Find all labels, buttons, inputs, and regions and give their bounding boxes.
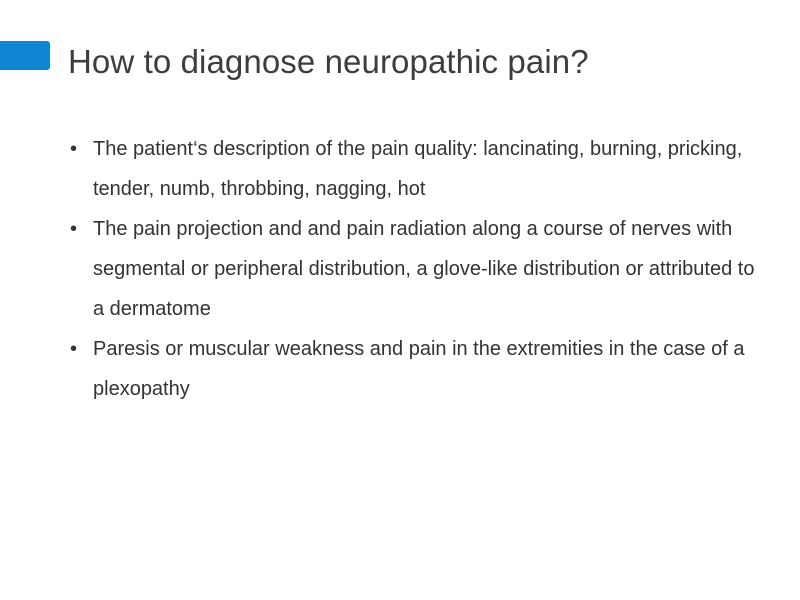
bullet-item <box>68 329 758 409</box>
bullet-text: The patient‘s description of the pain quality: lancinating, burning, pricking, tender, numb, throbbing, nagging, hot <box>93 138 743 200</box>
bullet-list <box>68 129 758 409</box>
bullet-icon: • <box>70 338 78 360</box>
bullet-text: Paresis or muscular weakness and pain in the extremities in the case of a plexopathy <box>93 338 745 400</box>
bullet-item <box>68 129 758 209</box>
bullet-icon: • <box>70 138 78 160</box>
bullet-item <box>68 209 758 329</box>
slide-title: How to diagnose neuropathic pain? <box>68 43 589 80</box>
bullet-text: The pain projection and and pain radiation along a course of nerves with segmental or peripheral distribution, a glove-like distribution or attributed to a dermatome <box>93 218 755 320</box>
bullet-icon: • <box>70 218 78 240</box>
title-accent-bar <box>0 41 50 70</box>
